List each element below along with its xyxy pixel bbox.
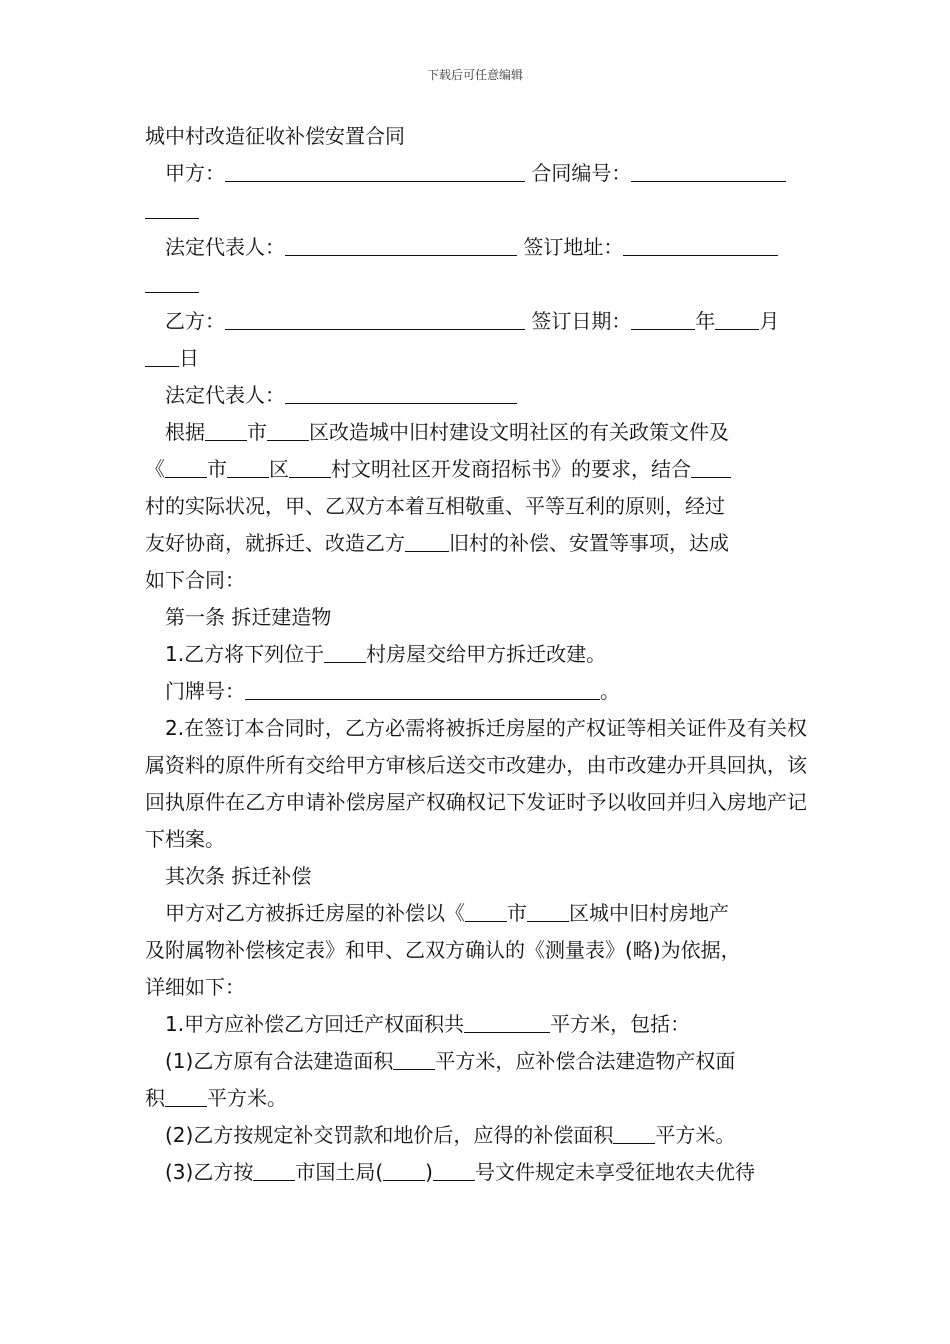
item-text: 平方米。 bbox=[207, 1086, 287, 1110]
item-text: 1.乙方将下列位于 bbox=[165, 642, 325, 666]
article-text: 市 bbox=[507, 901, 527, 925]
blank bbox=[465, 899, 507, 922]
article-2-line-3: 详细如下： bbox=[145, 975, 245, 999]
month-blank bbox=[715, 307, 759, 330]
contract-no-blank-2 bbox=[145, 196, 199, 219]
sign-place-blank-2 bbox=[145, 270, 199, 293]
document-body bbox=[145, 118, 807, 1191]
contract-no-blank bbox=[631, 159, 786, 182]
item-text: (2)乙方按规定补交罚款和地价后，应得的补偿面积 bbox=[165, 1123, 614, 1147]
intro-text: 区 bbox=[269, 457, 289, 481]
article-1-item-1 bbox=[145, 636, 807, 673]
article-1-heading: 第一条 拆迁建造物 bbox=[165, 605, 332, 629]
blank bbox=[383, 1158, 425, 1181]
party-b-label: 乙方： bbox=[165, 309, 225, 333]
article-2-heading: 其次条 拆迁补偿 bbox=[165, 864, 312, 888]
party-a-label: 甲方： bbox=[165, 161, 225, 185]
article-2-line-1 bbox=[145, 895, 807, 932]
blank bbox=[289, 455, 331, 478]
blank bbox=[393, 1047, 435, 1070]
page-header: 下载后可任意编辑 bbox=[426, 68, 523, 82]
item-text: 平方米。 bbox=[655, 1123, 736, 1147]
intro-text: 友好协商，就拆迁、改造乙方 bbox=[145, 531, 405, 555]
blank bbox=[165, 455, 207, 478]
door-number-end: 。 bbox=[600, 679, 620, 703]
item-text: ) bbox=[425, 1160, 433, 1184]
sign-place-blank-cont bbox=[145, 266, 807, 303]
article-2-line-2: 及附属物补偿核定表》和甲、乙双方确认的《测量表》(略)为依据， bbox=[145, 938, 741, 962]
year-blank bbox=[631, 307, 695, 330]
legal-rep-b-blank bbox=[285, 381, 517, 404]
intro-text: 根据 bbox=[165, 420, 205, 444]
door-number-label: 门牌号： bbox=[165, 679, 245, 703]
article-1-item-2: 2.在签订本合同时，乙方必需将被拆迁房屋的产权证等相关证件及有关权属资料的原件所有交给甲方审核后送交市改建办，由市改建办开具回执，该回执原件在乙方申请补偿房屋产权确权记下发证时予以收回并归入房地产记下档案。 bbox=[145, 716, 807, 851]
party-b-blank bbox=[225, 307, 525, 330]
party-a-line bbox=[145, 155, 807, 192]
blank bbox=[613, 1121, 655, 1144]
day-blank bbox=[145, 344, 179, 367]
legal-rep-line bbox=[145, 229, 807, 266]
item-text: 村房屋交给甲方拆迁改建。 bbox=[366, 642, 607, 666]
article-2-item-1 bbox=[145, 1006, 807, 1043]
blank bbox=[433, 1158, 475, 1181]
party-a-blank bbox=[225, 159, 525, 182]
intro-line-1 bbox=[145, 414, 807, 451]
item-text: 市国土局( bbox=[295, 1160, 384, 1184]
legal-rep-b-line bbox=[145, 377, 807, 414]
blank bbox=[324, 640, 366, 663]
document-title: 城中村改造征收补偿安置合同 bbox=[145, 124, 405, 148]
sign-place-label: 签订地址： bbox=[523, 235, 624, 259]
intro-line-3: 村的实际状况，甲、乙双方本着互相敬重、平等互利的原则，经过 bbox=[145, 494, 725, 518]
item-text: 平方米，应补偿合法建造物产权面 bbox=[435, 1049, 736, 1073]
blank bbox=[253, 1158, 295, 1181]
article-2-sub-1 bbox=[145, 1043, 807, 1080]
intro-text: 区改造城中旧村建设文明社区的有关政策文件及 bbox=[309, 420, 729, 444]
blank bbox=[527, 899, 569, 922]
blank bbox=[267, 418, 309, 441]
intro-text: 市 bbox=[247, 420, 267, 444]
item-text: (1)乙方原有合法建造面积 bbox=[165, 1049, 394, 1073]
blank bbox=[405, 529, 449, 552]
door-number-blank bbox=[245, 677, 600, 700]
blank bbox=[205, 418, 247, 441]
day-line bbox=[145, 340, 807, 377]
legal-rep-blank bbox=[285, 233, 517, 256]
sign-date-label: 签订日期： bbox=[531, 309, 632, 333]
intro-line-4 bbox=[145, 525, 807, 562]
item-text: 积 bbox=[145, 1086, 165, 1110]
article-2-sub-3 bbox=[145, 1154, 807, 1191]
blank bbox=[691, 455, 731, 478]
legal-rep-b-label: 法定代表人： bbox=[165, 383, 285, 407]
year-label: 年 bbox=[695, 309, 716, 333]
blank bbox=[165, 1084, 207, 1107]
intro-text: 旧村的补偿、安置等事项，达成 bbox=[449, 531, 729, 555]
item-text: 平方米，包括： bbox=[550, 1012, 691, 1036]
blank bbox=[227, 455, 269, 478]
door-number-line bbox=[145, 673, 807, 710]
blank bbox=[464, 1010, 550, 1033]
article-2-sub-2 bbox=[145, 1117, 807, 1154]
article-text: 区城中旧村房地产 bbox=[569, 901, 729, 925]
party-b-line bbox=[145, 303, 807, 340]
article-2-sub-1-cont bbox=[145, 1080, 807, 1117]
intro-text: 市 bbox=[207, 457, 227, 481]
contract-no-label: 合同编号： bbox=[531, 161, 632, 185]
intro-text: 《 bbox=[145, 457, 165, 481]
article-text: 甲方对乙方被拆迁房屋的补偿以《 bbox=[165, 901, 465, 925]
legal-rep-label: 法定代表人： bbox=[165, 235, 285, 259]
item-text: (3)乙方按 bbox=[165, 1160, 254, 1184]
contract-no-blank-cont bbox=[145, 192, 807, 229]
item-text: 号文件规定未享受征地农夫优待 bbox=[474, 1160, 755, 1184]
month-label: 月 bbox=[759, 309, 780, 333]
day-label: 日 bbox=[179, 346, 199, 370]
item-text: 1.甲方应补偿乙方回迁产权面积共 bbox=[165, 1012, 465, 1036]
intro-text: 村文明社区开发商招标书》的要求，结合 bbox=[331, 457, 691, 481]
sign-place-blank bbox=[623, 233, 778, 256]
intro-line-5: 如下合同： bbox=[145, 568, 245, 592]
intro-line-2 bbox=[145, 451, 807, 488]
